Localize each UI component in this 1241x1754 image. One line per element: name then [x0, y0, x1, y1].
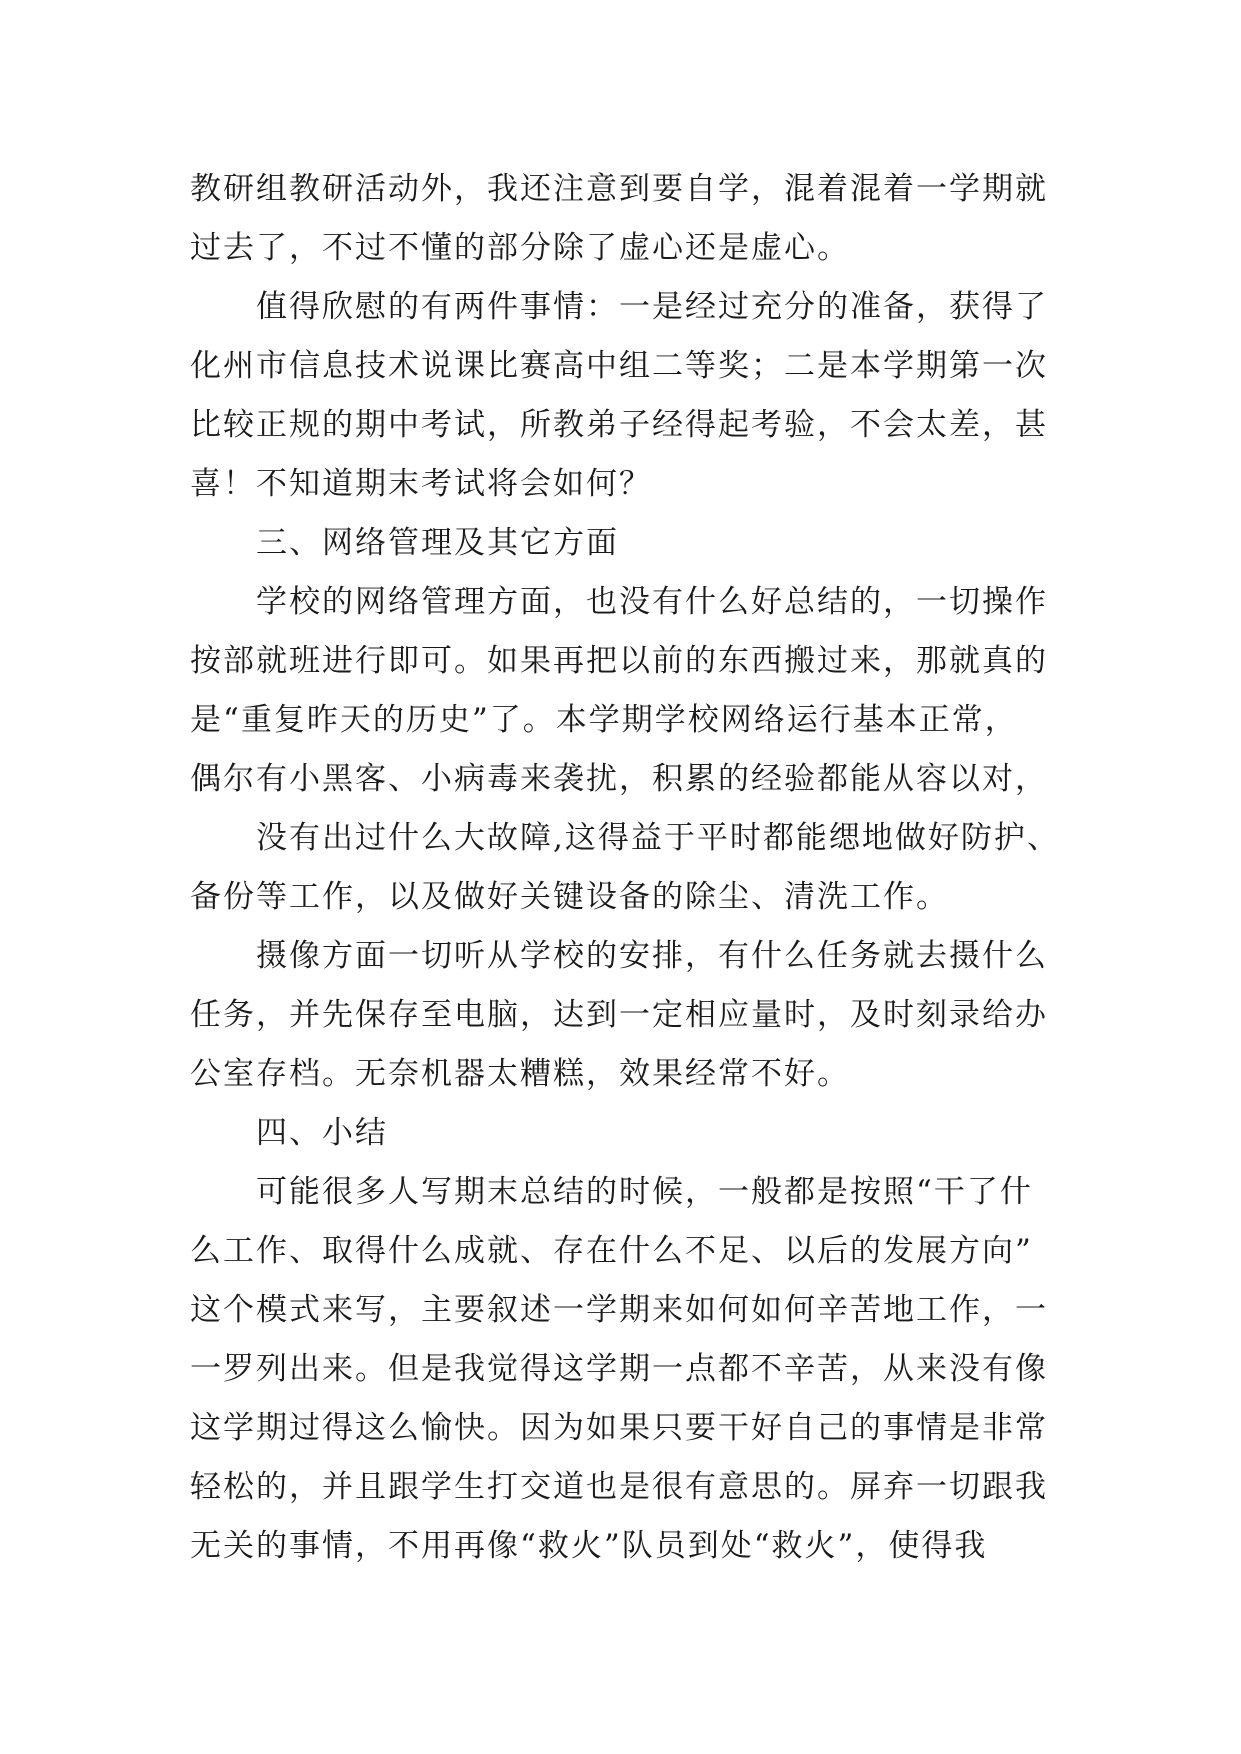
text-line: 教研组教研活动外，我还注意到要自学，混着混着一学期就: [190, 171, 1048, 207]
text-line: 过去了，不过不懂的部分除了虚心还是虚心。: [190, 230, 850, 266]
text-line: 值得欣慰的有两件事情：一是经过充分的准备，获得了: [256, 289, 1048, 325]
text-line: 比较正规的期中考试，所教弟子经得起考验，不会太差，甚: [190, 407, 1048, 443]
section-heading: 三、网络管理及其它方面: [256, 525, 619, 561]
text-line: 任务，并先保存至电脑，达到一定相应量时，及时刻录给办: [190, 997, 1048, 1033]
text-line: 是“重复昨天的历史”了。本学期学校网络运行基本正常，: [190, 702, 1018, 738]
text-line: 喜！不知道期末考试将会如何？: [190, 466, 652, 502]
text-line: 这个模式来写，主要叙述一学期来如何如何辛苦地工作，一: [190, 1292, 1048, 1328]
text-line: 摄像方面一切听从学校的安排，有什么任务就去摄什么: [256, 938, 1048, 974]
text-line: 备份等工作，以及做好关键设备的除尘、清洗工作。: [190, 879, 949, 915]
text-line: 公室存档。无奈机器太糟糕，效果经常不好。: [190, 1056, 850, 1092]
text-line: 无关的事情，不用再像“救火”队员到处“救火”，使得我: [190, 1528, 988, 1564]
text-line: 一罗列出来。但是我觉得这学期一点都不辛苦，从来没有像: [190, 1351, 1048, 1387]
text-line: 学校的网络管理方面，也没有什么好总结的，一切操作: [256, 584, 1048, 620]
text-line: 没有出过什么大故障,这得益于平时都能缌地做好防护、: [256, 820, 1060, 856]
text-line: 化州市信息技术说课比赛高中组二等奖；二是本学期第一次: [190, 348, 1048, 384]
text-line: 按部就班进行即可。如果再把以前的东西搬过来，那就真的: [190, 643, 1048, 679]
text-line: 这学期过得这么愉快。因为如果只要干好自己的事情是非常: [190, 1410, 1048, 1446]
text-line: 偶尔有小黑客、小病毒来袭扰，积累的经验都能从容以对，: [190, 761, 1048, 797]
document-body: [190, 160, 1070, 1576]
text-line: 可能很多人写期末总结的时候，一般都是按照“干了什: [256, 1174, 1033, 1210]
text-line: 轻松的，并且跟学生打交道也是很有意思的。屏弃一切跟我: [190, 1469, 1048, 1505]
section-heading: 四、小结: [256, 1115, 388, 1151]
text-line: 么工作、取得什么成就、存在什么不足、以后的发展方向”: [190, 1233, 1033, 1269]
